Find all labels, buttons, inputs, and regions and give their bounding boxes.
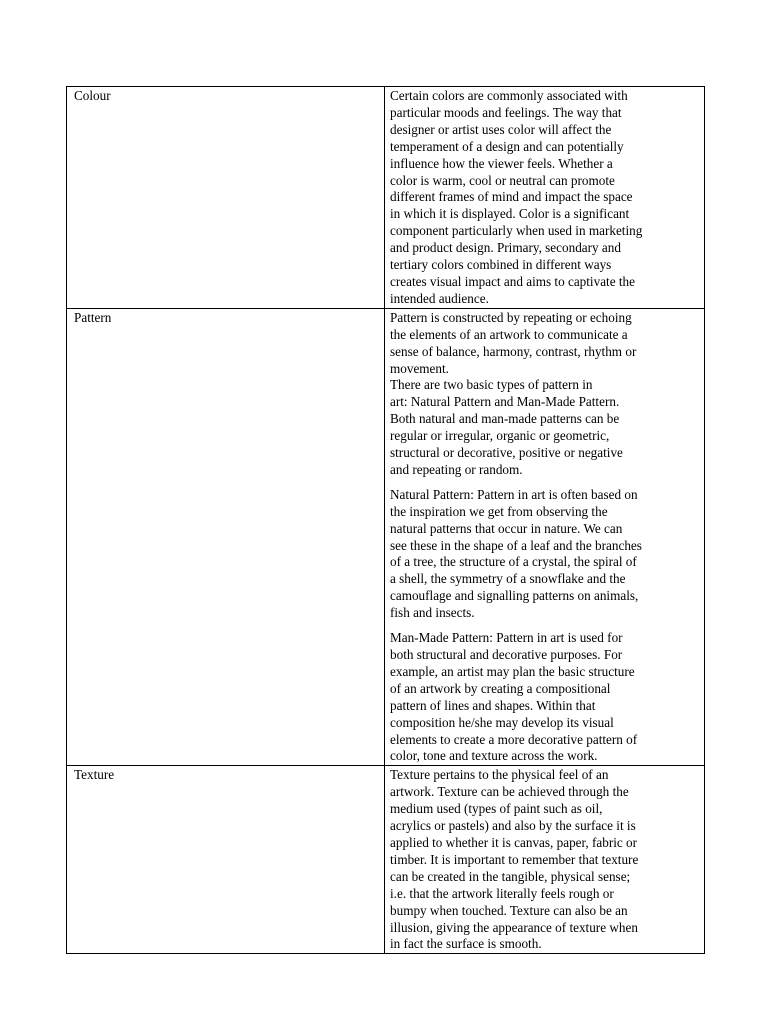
text-line: a shell, the symmetry of a snowflake and the (390, 571, 626, 587)
text-line: in fact the surface is smooth. (390, 936, 542, 952)
text-line: can be created in the tangible, physical sense; (390, 868, 631, 884)
definitions-table (66, 86, 705, 954)
paragraph (390, 88, 700, 308)
text-line: designer or artist uses color will affect the (390, 121, 612, 137)
text-line: regular or irregular, organic or geometric, (390, 428, 610, 444)
text-line: Texture pertains to the physical feel of an (390, 767, 609, 783)
text-line: of a tree, the structure of a crystal, the spiral of (390, 554, 637, 570)
paragraph (390, 487, 700, 622)
text-line: Pattern is constructed by repeating or echoing (390, 309, 632, 325)
description-cell-texture (385, 766, 705, 954)
text-line: and product design. Primary, secondary and (390, 240, 621, 256)
text-line: medium used (types of paint such as oil, (390, 801, 603, 817)
text-line: influence how the viewer feels. Whether a (390, 155, 613, 171)
text-line: composition he/she may develop its visual (390, 714, 614, 730)
text-line: elements to create a more decorative pattern of (390, 731, 638, 747)
text-line: component particularly when used in marketing (390, 223, 643, 239)
text-line: particular moods and feelings. The way that (390, 104, 622, 120)
text-line: Certain colors are commonly associated with (390, 88, 628, 103)
text-line: Man-Made Pattern: Pattern in art is used for (390, 630, 623, 646)
text-line: structural or decorative, positive or negative (390, 445, 623, 461)
text-line: in which it is displayed. Color is a significant (390, 206, 630, 222)
table-row (67, 766, 705, 954)
text-line: i.e. that the artwork literally feels rough or (390, 885, 614, 901)
paragraph (390, 767, 700, 953)
text-line: applied to whether it is canvas, paper, fabric or (390, 834, 638, 850)
text-line: natural patterns that occur in nature. We can (390, 520, 623, 536)
text-line: color is warm, cool or neutral can promote (390, 172, 615, 188)
text-line: temperament of a design and can potentially (390, 138, 624, 154)
text-line: tertiary colors combined in different ways (390, 257, 612, 273)
description-cell-pattern (385, 308, 705, 766)
text-line: Both natural and man-made patterns can be (390, 411, 620, 427)
text-line: camouflage and signalling patterns on animals, (390, 588, 639, 604)
text-line: There are two basic types of pattern in (390, 377, 593, 393)
text-line: pattern of lines and shapes. Within that (390, 697, 596, 713)
description-cell-colour (385, 87, 705, 309)
text-line: of an artwork by creating a compositional (390, 680, 611, 696)
text-line: illusion, giving the appearance of texture when (390, 919, 638, 935)
text-line: and repeating or random. (390, 461, 523, 477)
paragraph (390, 310, 700, 479)
text-line: see these in the shape of a leaf and the branches (390, 537, 642, 553)
text-line: example, an artist may plan the basic structure (390, 663, 635, 679)
text-line: Natural Pattern: Pattern in art is often based on (390, 486, 638, 502)
text-line: the inspiration we get from observing the (390, 503, 608, 519)
term-cell-colour: Colour (67, 87, 385, 309)
text-line: movement. (390, 360, 449, 376)
text-line: different frames of mind and impact the space (390, 189, 633, 205)
text-line: sense of balance, harmony, contrast, rhythm or (390, 343, 637, 359)
text-line: bumpy when touched. Texture can also be an (390, 902, 628, 918)
table-row (67, 87, 705, 309)
term-cell-pattern: Pattern (67, 308, 385, 766)
table-body (67, 87, 705, 954)
text-line: the elements of an artwork to communicate a (390, 326, 628, 342)
text-line: artwork. Texture can be achieved through the (390, 784, 629, 800)
text-line: art: Natural Pattern and Man-Made Pattern. (390, 394, 620, 410)
text-line: fish and insects. (390, 605, 475, 621)
table-row (67, 308, 705, 766)
text-line: both structural and decorative purposes. For (390, 647, 623, 662)
text-line: acrylics or pastels) and also by the surface it is (390, 818, 636, 834)
text-line: creates visual impact and aims to captivate the (390, 273, 635, 289)
text-line: intended audience. (390, 290, 489, 306)
text-line: timber. It is important to remember that texture (390, 851, 639, 867)
text-line: color, tone and texture across the work. (390, 748, 598, 764)
paragraph (390, 630, 700, 765)
term-cell-texture: Texture (67, 766, 385, 954)
